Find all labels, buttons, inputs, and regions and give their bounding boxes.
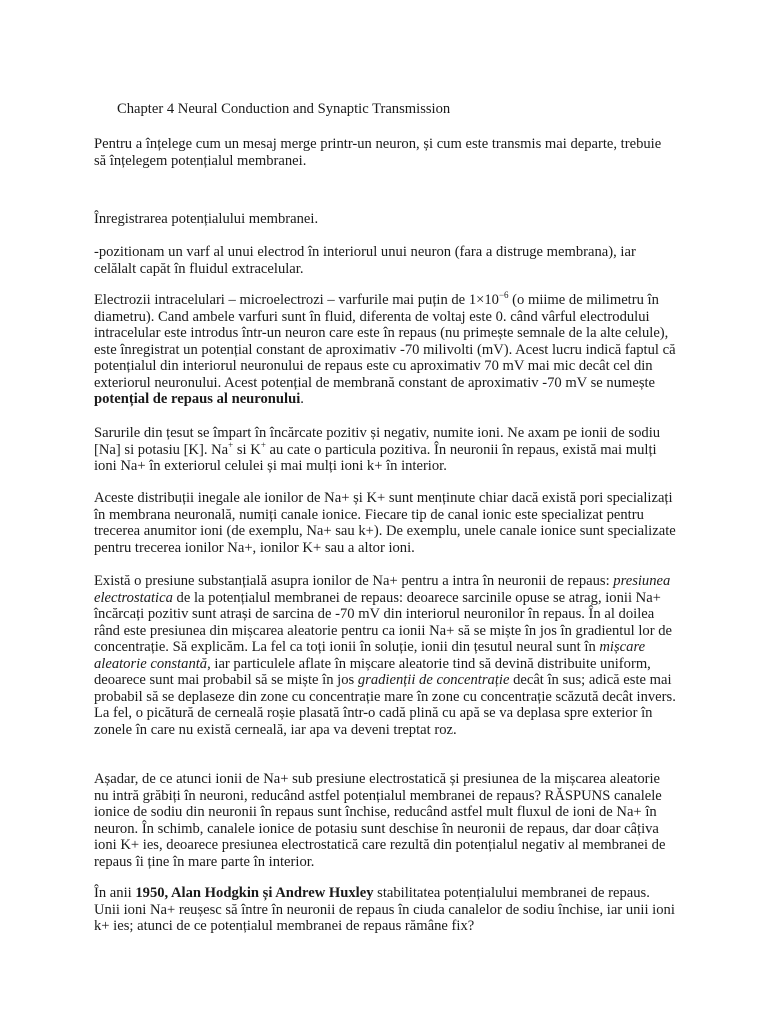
superscript: +: [228, 439, 234, 450]
text-run: , iar particulele aflate în mișcare aleatorie tind să devină distribuite uniform, deoarece sunt mai probabil să se miște în jos: [94, 655, 651, 688]
text-run: decât în sus; adică este mai probabil să se deplaseze din zone cu concentrație mare în zone cu concentrație scăzută decât invers. La fel, o picătură de cerneală roșie plasată într-o cadă plină cu apă se va deplasa spre exterior în zonele în care nu există cerneală, iar apa va deveni treptat roz.: [94, 672, 676, 738]
bold-term: 1950, Alan Hodgkin și Andrew Huxley: [135, 885, 374, 901]
superscript: +: [260, 439, 266, 450]
italic-term: presiunea electrostatica: [94, 573, 671, 606]
pressure-paragraph: [94, 573, 676, 738]
text-run: (o miime de milimetru în diametru). Cand ambele varfuri sunt în fluid, diferenta de voltaj este 0. când vârful electrodului intracelular este introdus într-un neuron care este în repaus (nu primește semnale de la alte celule), este înregistrat un potențial constant de aproximativ -70 milivolti (mV). Acest lucru indică faptul că potențialul din interiorul neuronului de repaus este cu aproximativ 70 mV mai mic decât cel din exteriorul neuronului. Acest potențial de membrană constant de aproximativ -70 mV se numește: [94, 292, 676, 391]
italic-term: gradienții de concentrație: [357, 672, 510, 688]
text-run: Există o presiune substanțială asupra ionilor de Na+ pentru a intra în neuronii de repaus:: [94, 573, 614, 589]
text-run: Sarurile din țesut se împart în încărcate pozitiv și negativ, numite ioni. Ne axam pe ionii de sodiu [Na] si potasiu [K]. Na: [94, 425, 661, 458]
ions-paragraph: [94, 425, 676, 475]
text-run: au cate o particula pozitiva. În neuronii în repaus, există mai mulți ioni Na+ în exteriorul celulei și mai mulți ioni k+ în interior.: [94, 441, 657, 474]
text-run: .: [300, 391, 304, 407]
text-run: stabilitatea potențialului membranei de repaus. Unii ioni Na+ reușesc să între în neuronii de repaus în ciuda canalelor de sodiu închise, iar unii ioni k+ ies; atunci de ce potențialul membranei de repaus rămâne fix?: [94, 885, 675, 934]
question-paragraph: Așadar, de ce atunci ionii de Na+ sub presiune electrostatică și presiunea de la mișcarea aleatorie nu intră grăbiți în neuroni, reducând astfel potențialul membranei de repaus? RĂSPUNS canalele ionice de sodiu din neuronii în repaus sunt închise, reducând astfel mult fluxul de ioni de Na+ în neuron. În schimb, canalele ionice de potasiu sunt deschise în neuronii de repaus, dar doar câțiva ioni K+ ies, deoarece presiunea electrostatică care rezultă din potențialul negativ al membranei de repaus îi ține în mare parte în interior.: [94, 771, 666, 870]
text-run: de la potențialul membranei de repaus: deoarece sarcinile opuse se atrag, ionii Na+ încărcați pozitiv sunt atrași de sarcina de -70 mV din interiorul neuronilor în repaus. În al doilea rând este presiunea din mișcarea aleatorie pentru ca ionii Na+ să se miște în jos în gradientul lor de concentrație. Să explicăm. La fel ca toți ionii în soluție, ionii din țesutul neural sunt în: [94, 589, 672, 655]
electrode-paragraph: -pozitionam un varf al unui electrod în interiorul unui neuron (fara a distruge membrana), iar celălalt capăt în fluidul extracelular.: [94, 244, 636, 277]
hodgkin-paragraph: [94, 885, 676, 935]
bold-term: potențial de repaus al neuronului: [94, 391, 301, 407]
intro-paragraph: Pentru a înțelege cum un mesaj merge printr-un neuron, și cum este transmis mai departe, trebuie să înțelegem potențialul membranei.: [94, 136, 662, 169]
microelectrode-paragraph: [94, 292, 676, 408]
chapter-title: Chapter 4 Neural Conduction and Synaptic Transmission: [117, 101, 451, 117]
exponent: −6: [498, 290, 509, 301]
section-heading: Înregistrarea potențialului membranei.: [94, 211, 319, 227]
text-run: În anii: [94, 885, 136, 901]
channels-paragraph: Aceste distribuții inegale ale ionilor de Na+ și K+ sunt menținute chiar dacă există pori specializați în membrana neuronală, numiți canale ionice. Fiecare tip de canal ionic este specializat pentru trecerea anumitor ioni (de exemplu, Na+ sau k+). De exemplu, unele canale ionice sunt specializate pentru trecerea ionilor Na+, ionilor K+ sau a altor ioni.: [94, 490, 676, 556]
italic-term: mișcare aleatorie constantă: [94, 639, 646, 672]
text-run: Electrozii intracelulari – microelectrozi – varfurile mai puțin de 1×10: [94, 292, 499, 308]
text-run: si K: [233, 441, 261, 458]
